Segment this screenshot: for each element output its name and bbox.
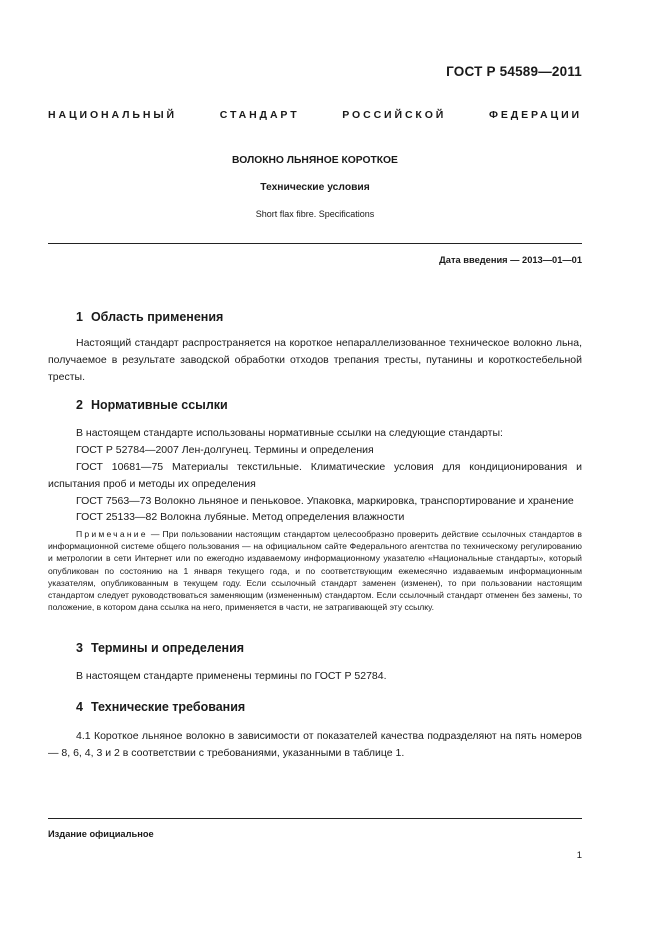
english-title: Short flax fibre. Specifications — [255, 209, 375, 219]
introduction-date: Дата введения — 2013—01—01 — [439, 255, 582, 265]
section-number: 1 — [76, 310, 83, 324]
section-number: 2 — [76, 398, 83, 412]
section-heading-references — [76, 398, 228, 412]
title-divider — [48, 243, 582, 244]
reference-item: ГОСТ 7563—73 Волокно льняное и пеньковое. Упаковка, маркировка, транспортирование и хранение — [76, 495, 574, 507]
references-note — [48, 528, 582, 613]
section-title: Нормативные ссылки — [90, 398, 228, 412]
section-title: Технические требования — [90, 700, 246, 714]
scope-paragraph: Настоящий стандарт распространяется на короткое непараллелизованное техническое волокно льна, получаемое в результате заводской обработки отходов трепания тресты, путанины и короткостебельной тресты. — [48, 337, 582, 383]
section-title: Область применения — [90, 310, 224, 324]
page-number: 1 — [576, 850, 582, 861]
section-heading-scope — [76, 310, 223, 324]
section-number: 4 — [76, 700, 83, 714]
section-number: 3 — [76, 641, 83, 655]
national-standard-line: НАЦИОНАЛЬНЫЙ СТАНДАРТ РОССИЙСКОЙ ФЕДЕРАЦИИ — [48, 109, 582, 121]
document-code: ГОСТ Р 54589—2011 — [446, 64, 582, 79]
document-title: ВОЛОКНО ЛЬНЯНОЕ КОРОТКОЕ — [232, 155, 398, 166]
reference-item: ГОСТ Р 52784—2007 Лен-долгунец. Термины и определения — [76, 444, 374, 456]
section-title: Термины и определения — [90, 641, 245, 655]
terms-paragraph: В настоящем стандарте применены термины по ГОСТ Р 52784. — [76, 670, 387, 682]
note-text: — При пользовании настоящим стандартом целесообразно проверить действие ссылочных стандартов в информационной системе общего пользования — на официальном сайте Федерального агентства по техническому регулированию и метрологии в сети Интернет или по ежегодно издаваемому информационному указателю «Национальные стандарты», который опубликован по состоянию на 1 января текущего года, и по соответствующим ежемесячно издаваемым информационным указателям, опубликованным в текущем году. Если ссылочный стандарт заменен (изменен), то при пользовании настоящим стандартом следует руководствоваться заменяющим (измененным) стандартом. Если ссылочный стандарт отменен без замены, то положение, в котором дана ссылка на него, применяется в части, не затрагивающей эту ссылку. — [48, 529, 582, 613]
edition-label: Издание официальное — [48, 829, 154, 839]
reference-item: ГОСТ 25133—82 Волокна лубяные. Метод определения влажности — [76, 511, 405, 523]
note-label: Примечание — [76, 529, 148, 539]
footer-divider — [48, 818, 582, 819]
section-heading-requirements — [76, 700, 245, 714]
references-intro: В настоящем стандарте использованы нормативные ссылки на следующие стандарты: — [76, 427, 503, 439]
requirements-paragraph: 4.1 Короткое льняное волокно в зависимости от показателей качества подразделяют на пять номеров — 8, 6, 4, 3 и 2 в соответствии с требованиями, указанными в таблице 1. — [48, 730, 582, 759]
reference-item: ГОСТ 10681—75 Материалы текстильные. Климатические условия для кондиционирования и испытания проб и методы их определения — [48, 461, 582, 490]
section-heading-terms — [76, 641, 244, 655]
document-subtitle: Технические условия — [260, 182, 370, 193]
